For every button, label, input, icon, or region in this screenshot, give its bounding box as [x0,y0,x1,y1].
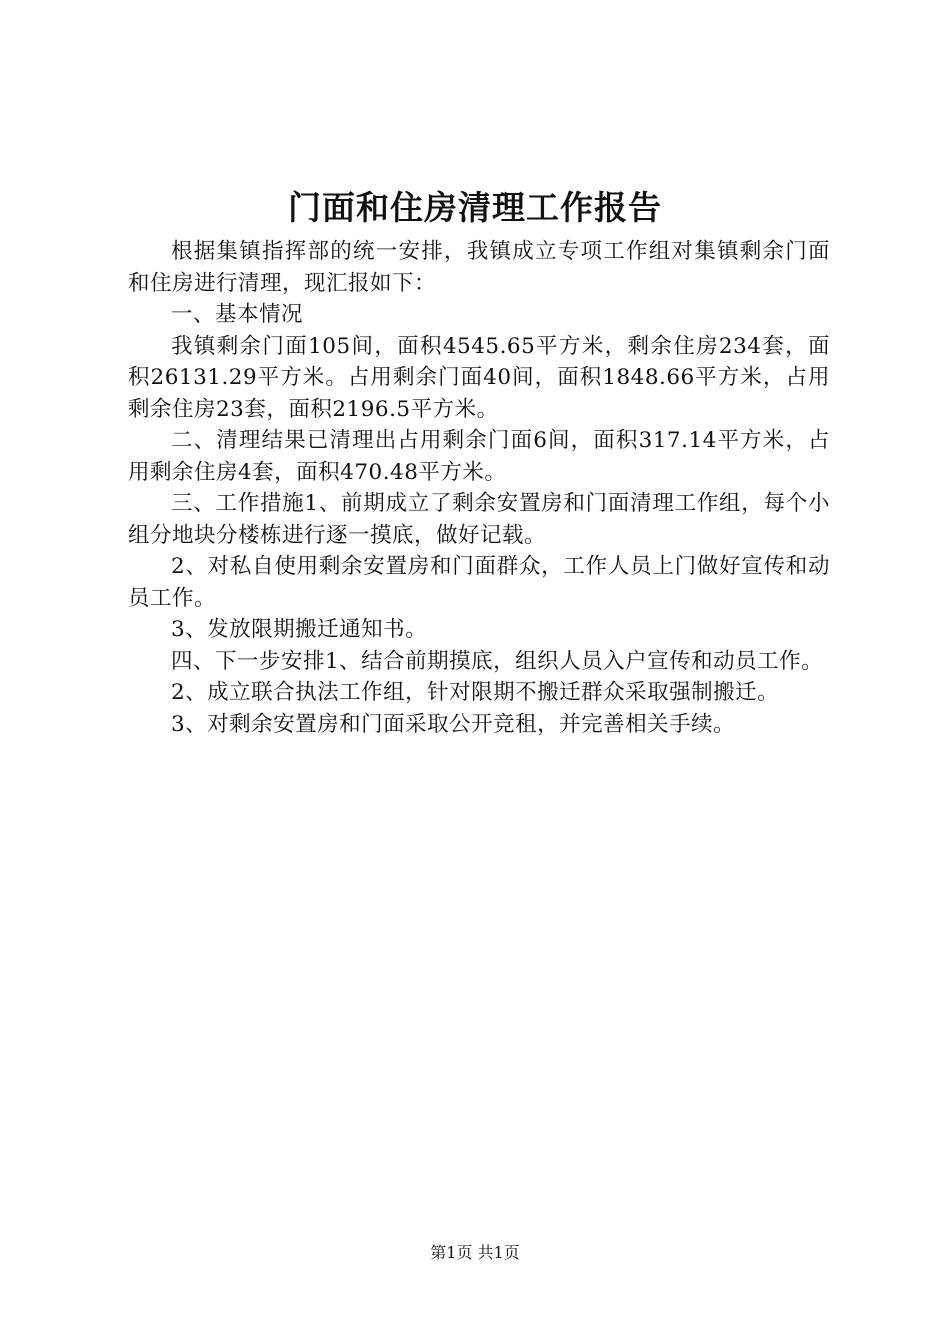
document-title: 门面和住房清理工作报告 [288,188,662,227]
paragraph-cleanup-results: 二、清理结果已清理出占用剩余门面6间，面积317.14平方米，占用剩余住房4套，面积470.48平方米。 [128,428,830,485]
paragraph-next-steps-3: 3、对剩余安置房和门面采取公开竞租，并完善相关手续。 [171,711,736,737]
section-heading-basic-situation: 一、基本情况 [171,302,304,327]
page-footer: 第1页 共1页 [430,1243,520,1262]
paragraph-next-steps-1: 四、下一步安排1、结合前期摸底，组织人员入户宣传和动员工作。 [171,648,824,674]
paragraph-next-steps-2: 2、成立联合执法工作组，针对限期不搬迁群众采取强制搬迁。 [171,680,780,705]
document-body [128,236,830,740]
paragraph-work-measures-1: 三、工作措施1、前期成立了剩余安置房和门面清理工作组，每个小组分地块分楼栋进行逐一摸底，做好记载。 [128,491,830,548]
paragraph-intro: 根据集镇指挥部的统一安排，我镇成立专项工作组对集镇剩余门面和住房进行清理，现汇报如下： [128,239,830,296]
paragraph-basic-situation: 我镇剩余门面105间，面积4545.65平方米，剩余住房234套，面积26131.29平方米。占用剩余门面40间，面积1848.66平方米，占用剩余住房23套，面积2196.5平方米。 [128,333,830,422]
paragraph-work-measures-2: 2、对私自使用剩余安置房和门面群众，工作人员上门做好宣传和动员工作。 [128,554,830,611]
paragraph-work-measures-3: 3、发放限期搬迁通知书。 [171,617,428,642]
